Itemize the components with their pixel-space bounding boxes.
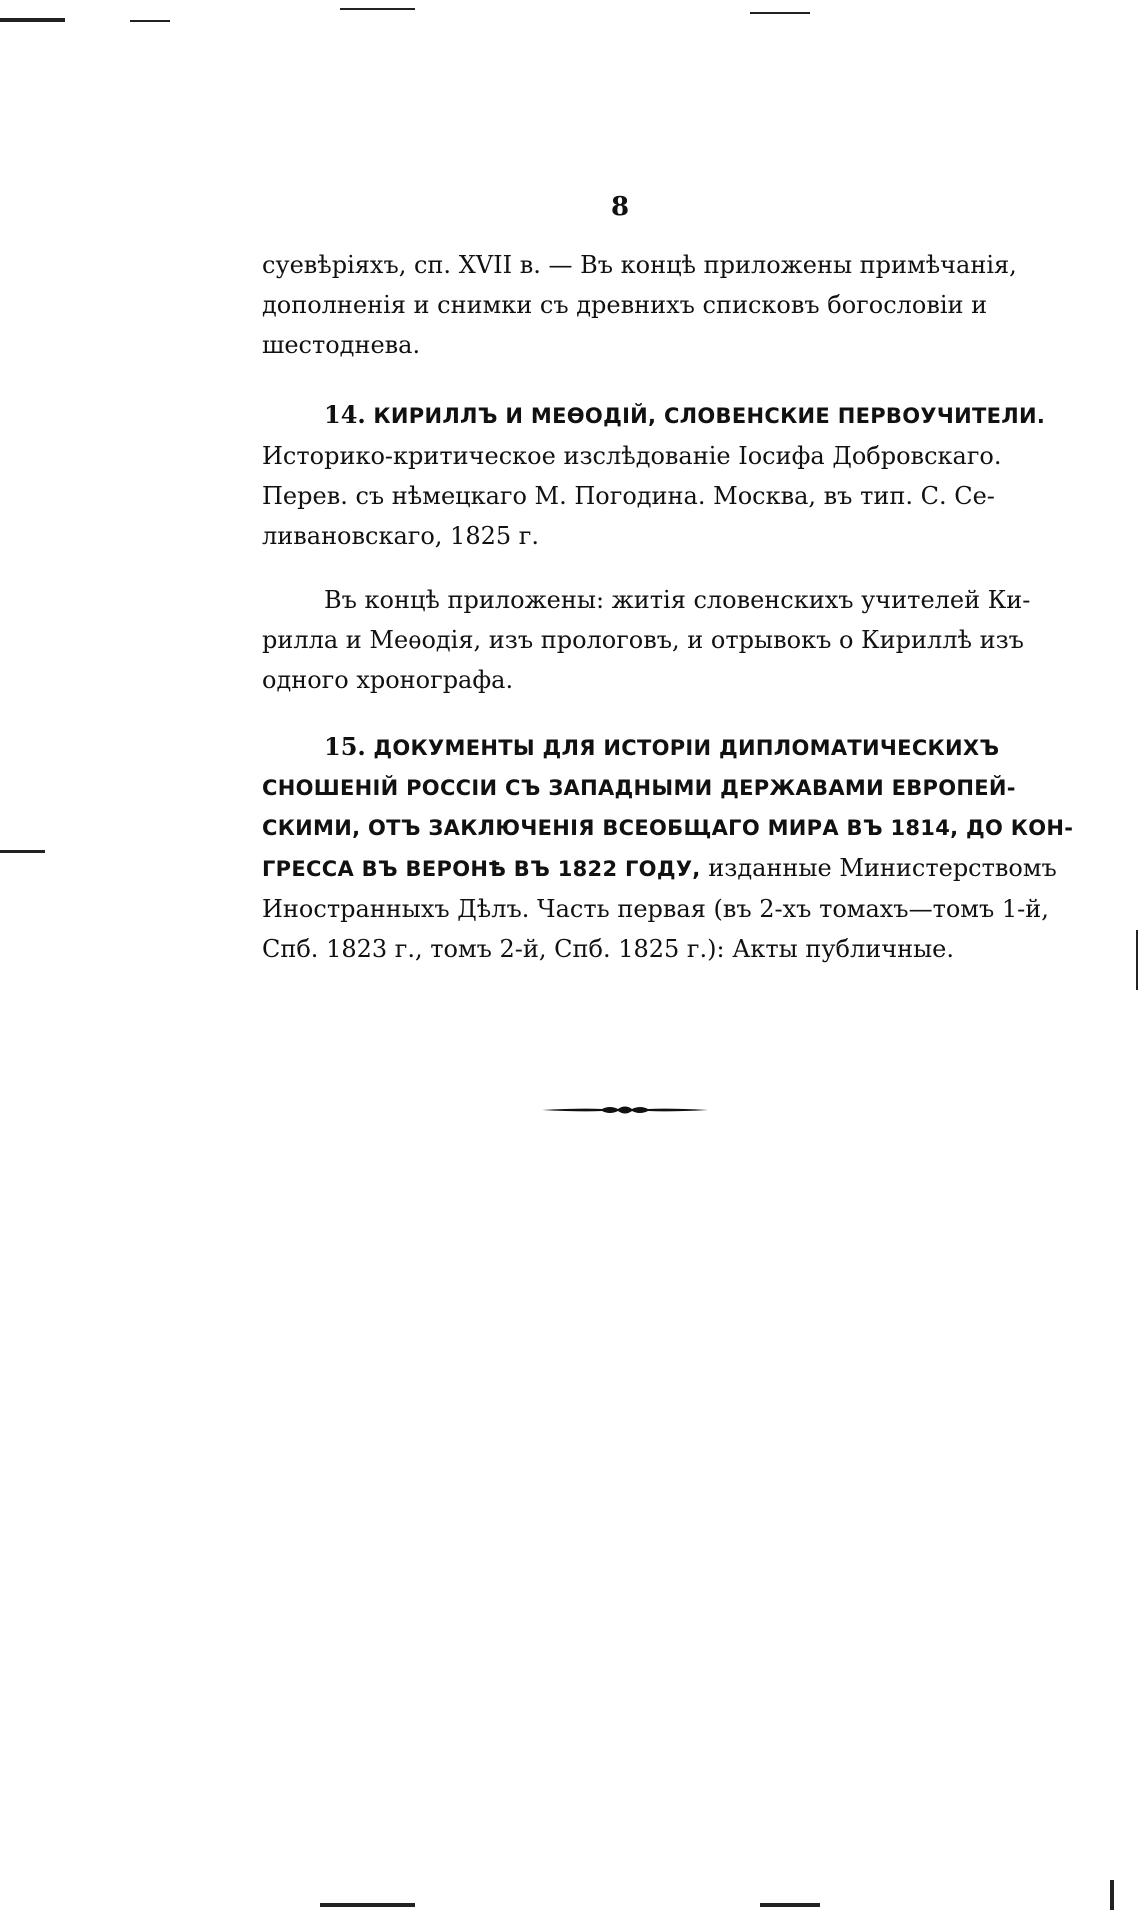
scan-artifact <box>760 1903 820 1907</box>
text-line: рилла и Меѳодія, изъ прологовъ, и отрывокъ о Кириллѣ изъ <box>262 626 1024 654</box>
scan-artifact <box>130 20 170 22</box>
scan-artifact <box>750 12 810 14</box>
entry-heading: СКИМИ, ОТЪ ЗАКЛЮЧЕНІЯ ВСЕОБЩАГО МИРА ВЪ 1814, ДО КОН- <box>262 816 1074 840</box>
scan-artifact <box>340 8 415 10</box>
scan-artifact <box>0 850 45 853</box>
text-line: суевѣріяхъ, сп. XVII в. — Въ концѣ приложены примѣчанія, <box>262 251 1017 279</box>
tail-ornament-icon <box>540 1100 710 1120</box>
entry-heading-line <box>262 727 1000 768</box>
scan-artifact <box>1136 930 1138 990</box>
text-line: Перев. съ нѣмецкаго М. Погодина. Москва, въ тип. С. Се- <box>262 482 995 510</box>
bibliography-entry-14 <box>262 395 1046 556</box>
entry-heading: СНОШЕНІЙ РОССІИ СЪ ЗАПАДНЫМИ ДЕРЖАВАМИ ЕВРОПЕЙ- <box>262 776 1016 800</box>
entry-text: изданные Министерствомъ <box>708 854 1057 882</box>
text-line: Спб. 1823 г., томъ 2-й, Спб. 1825 г.): Акты публичные. <box>262 935 955 963</box>
text-line: Иностранныхъ Дѣлъ. Часть первая (въ 2-хъ томахъ—томъ 1-й, <box>262 895 1049 923</box>
paragraph-note <box>262 580 1031 700</box>
scan-artifact <box>0 18 65 22</box>
text-line: Въ концѣ приложены: житія словенскихъ учителей Ки- <box>324 586 1031 614</box>
text-line: шестоднева. <box>262 331 421 359</box>
entry-heading-line <box>262 395 1046 436</box>
entry-heading: ДОКУМЕНТЫ ДЛЯ ИСТОРІИ ДИПЛОМАТИЧЕСКИХЪ <box>373 736 1000 760</box>
text-line: дополненія и снимки съ древнихъ списковъ богословіи и <box>262 291 988 319</box>
entry-number: 15. <box>324 732 366 761</box>
text-line: Историко-критическое изслѣдованіе Іосифа Добровскаго. <box>262 442 1002 470</box>
entry-number: 14. <box>324 400 366 429</box>
bibliography-entry-15 <box>262 727 1074 969</box>
page-number: 8 <box>610 192 630 222</box>
paragraph-continuation <box>262 245 1017 365</box>
scan-artifact <box>320 1903 415 1907</box>
entry-heading: КИРИЛЛЪ И МЕѲОДІЙ, СЛОВЕНСКИЕ ПЕРВОУЧИТЕЛИ. <box>373 404 1046 428</box>
text-line: одного хронографа. <box>262 666 514 694</box>
text-line: ливановскаго, 1825 г. <box>262 522 539 550</box>
entry-heading-line <box>262 848 1057 889</box>
entry-heading: ГРЕССА ВЪ ВЕРОНѢ ВЪ 1822 ГОДУ, <box>262 857 701 881</box>
scan-artifact <box>1110 1880 1114 1910</box>
